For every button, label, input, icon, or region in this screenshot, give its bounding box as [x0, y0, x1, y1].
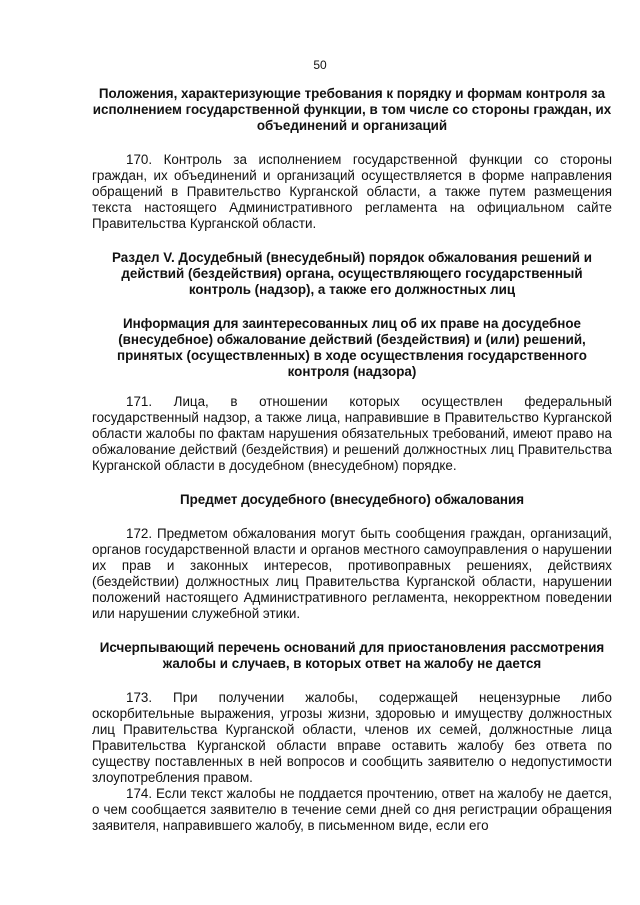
- paragraph-174: 174. Если текст жалобы не поддается прочтению, ответ на жалобу не дается, о чем сообщается заявителю в течение семи дней со дня регистрации обращения заявителя, направившего жалобу, в письменном виде, если его: [92, 786, 612, 833]
- heading-section-v: Раздел V. Досудебный (внесудебный) порядок обжалования решений и действий (бездействия) органа, осуществляющего государственный контроль (надзор), а также его должностных лиц: [112, 250, 592, 297]
- page-number: 50: [313, 58, 327, 72]
- heading-appeal-subject: Предмет досудебного (внесудебного) обжалования: [179, 492, 525, 507]
- page-content: [92, 86, 612, 834]
- paragraph-172: 172. Предметом обжалования могут быть сообщения граждан, организаций, органов государственной власти и органов местного самоуправления о нарушении их прав и законных интересов, противоправных решениях, действиях (бездействии) должностных лиц Правительства Курганской области, нарушении положений настоящего Административного регламента, некорректном поведении или нарушении служебной этики.: [92, 526, 612, 621]
- heading-appeal-information: Информация для заинтересованных лиц об их праве на досудебное (внесудебное) обжалование действий (бездействия) и (или) решений, принятых (осуществленных) в ходе осуществления государственного контроля (надзора): [117, 316, 587, 379]
- paragraph-170: 170. Контроль за исполнением государственной функции со стороны граждан, их объединений и организаций осуществляется в форме направления обращений в Правительство Курганской области, а также путем размещения текста настоящего Административного регламента на официальном сайте Правительства Курганской области.: [92, 152, 612, 231]
- paragraph-171: 171. Лица, в отношении которых осуществлен федеральный государственный надзор, а также лица, направившие в Правительство Курганской области жалобы по фактам нарушения обязательных требований, имеют право на обжалование действий (бездействия) и решений должностных лиц Правительства Курганской области в досудебном (внесудебном) порядке.: [92, 394, 612, 473]
- heading-suspension-grounds: Исчерпывающий перечень оснований для приостановления рассмотрения жалобы и случаев, в которых ответ на жалобу не дается: [99, 640, 605, 671]
- paragraph-173: 173. При получении жалобы, содержащей нецензурные либо оскорбительные выражения, угрозы жизни, здоровью и имуществу должностных лиц Правительства Курганской области, членов их семей, должностные лица Правительства Курганской области вправе оставить жалобу без ответа по существу поставленных в ней вопросов и сообщить заявителю о недопустимости злоупотребления правом.: [92, 690, 612, 785]
- heading-control-requirements: Положения, характеризующие требования к порядку и формам контроля за исполнением государственной функции, в том числе со стороны граждан, их объединений и организаций: [92, 86, 612, 133]
